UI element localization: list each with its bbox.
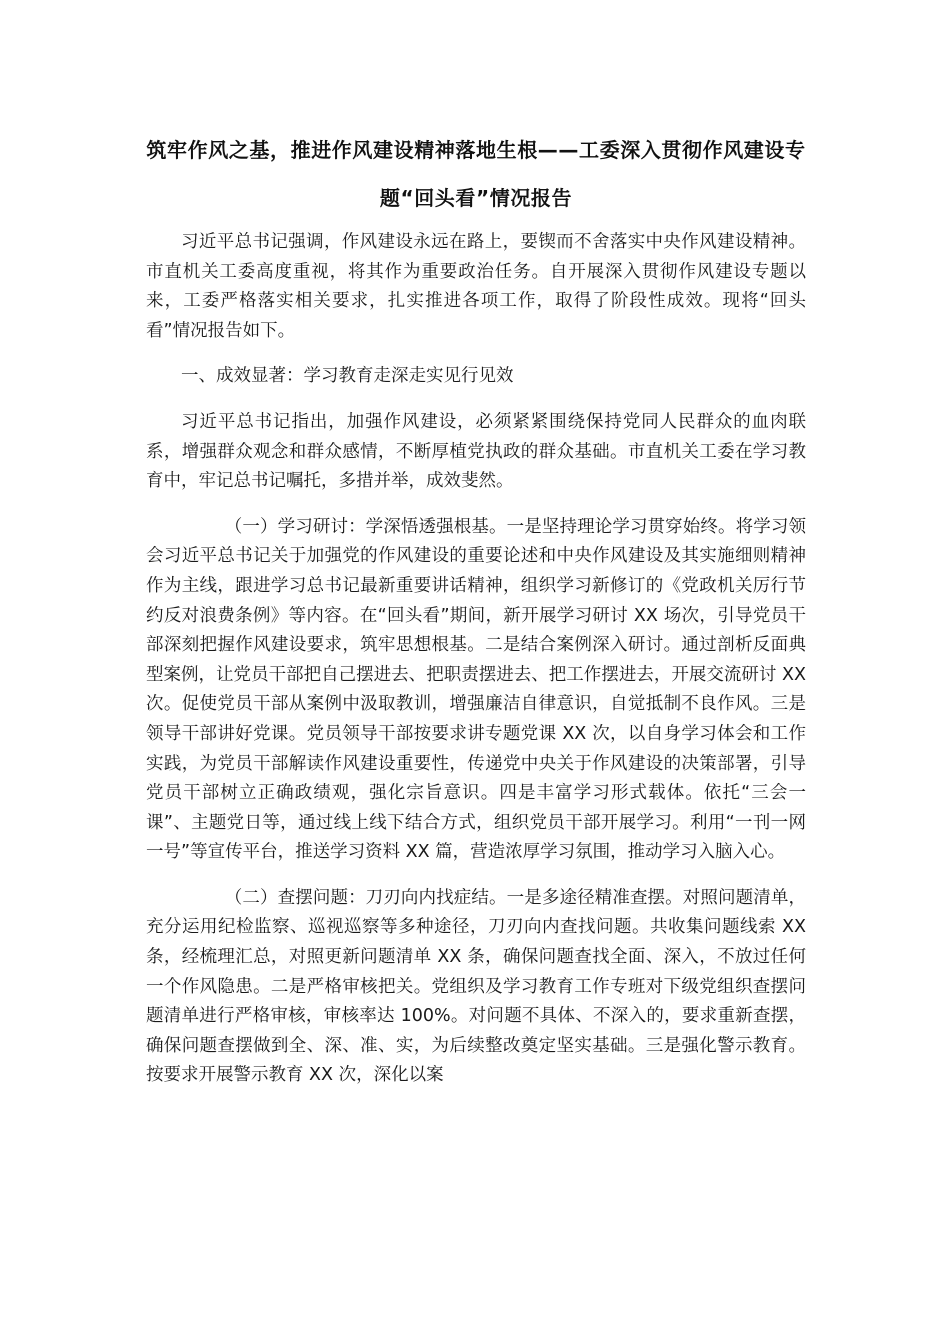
paragraph-intro: 习近平总书记强调，作风建设永远在路上，要锲而不舍落实中央作风建设精神。市直机关工委高度重视，将其作为重要政治任务。自开展深入贯彻作风建设专题以来，工委严格落实相关要求，扎实推进各项工作，取得了阶段性成效。现将“回头看”情况报告如下。: [146, 232, 806, 341]
document-title: 筑牢作风之基，推进作风建设精神落地生根——工委深入贯彻作风建设专题“回头看”情况报告: [146, 138, 806, 210]
section-heading-1: 一、成效显著：学习教育走深走实见行见效: [181, 366, 514, 387]
paragraph-subsection-1: （一）学习研讨：学深悟透强根基。一是坚持理论学习贯穿始终。将学习领会习近平总书记关于加强党的作风建设的重要论述和中央作风建设及其实施细则精神作为主线，跟进学习总书记最新重要讲话精神，组织学习新修订的《党政机关厉行节约反对浪费条例》等内容。在“回头看”期间，新开展学习研讨 XX 场次，引导党员干部深刻把握作风建设要求，筑牢思想根基。二是结合案例深入研讨。通过剖析反面典型案例，让党员干部把自己摆进去、把职责摆进去、把工作摆进去，开展交流研讨 XX 次。促使党员干部从案例中汲取教训，增强廉洁自律意识，自觉抵制不良作风。三是领导干部讲好党课。党员领导干部按要求讲专题党课 XX 次，以自身学习体会和工作实践，为党员干部解读作风建设重要性，传递党中央关于作风建设的决策部署，引导党员干部树立正确政绩观，强化宗旨意识。四是丰富学习形式载体。依托“三会一课”、主题党日等，通过线上线下结合方式，组织党员干部开展学习。利用“一刊一网一号”等宣传平台，推送学习资料 XX 篇，营造浓厚学习氛围，推动学习入脑入心。: [146, 516, 806, 863]
document-body: [146, 228, 806, 1107]
paragraph-subsection-2: （二）查摆问题：刀刃向内找症结。一是多途径精准查摆。对照问题清单，充分运用纪检监察、巡视巡察等多种途径，刀刃向内查找问题。共收集问题线索 XX 条，经梳理汇总，对照更新问题清单 XX 条，确保问题查找全面、深入，不放过任何一个作风隐患。二是严格审核把关。党组织及学习教育工作专班对下级党组织查摆问题清单进行严格审核，审核率达 100%。对问题不具体、不深入的，要求重新查摆，确保问题查摆做到全、深、准、实，为后续整改奠定坚实基础。三是强化警示教育。按要求开展警示教育 XX 次，深化以案: [146, 887, 806, 1086]
paragraph-section-1-intro: 习近平总书记指出，加强作风建设，必须紧紧围绕保持党同人民群众的血肉联系，增强群众观念和群众感情，不断厚植党执政的群众基础。市直机关工委在学习教育中，牢记总书记嘱托，多措并举，成效斐然。: [146, 411, 806, 492]
